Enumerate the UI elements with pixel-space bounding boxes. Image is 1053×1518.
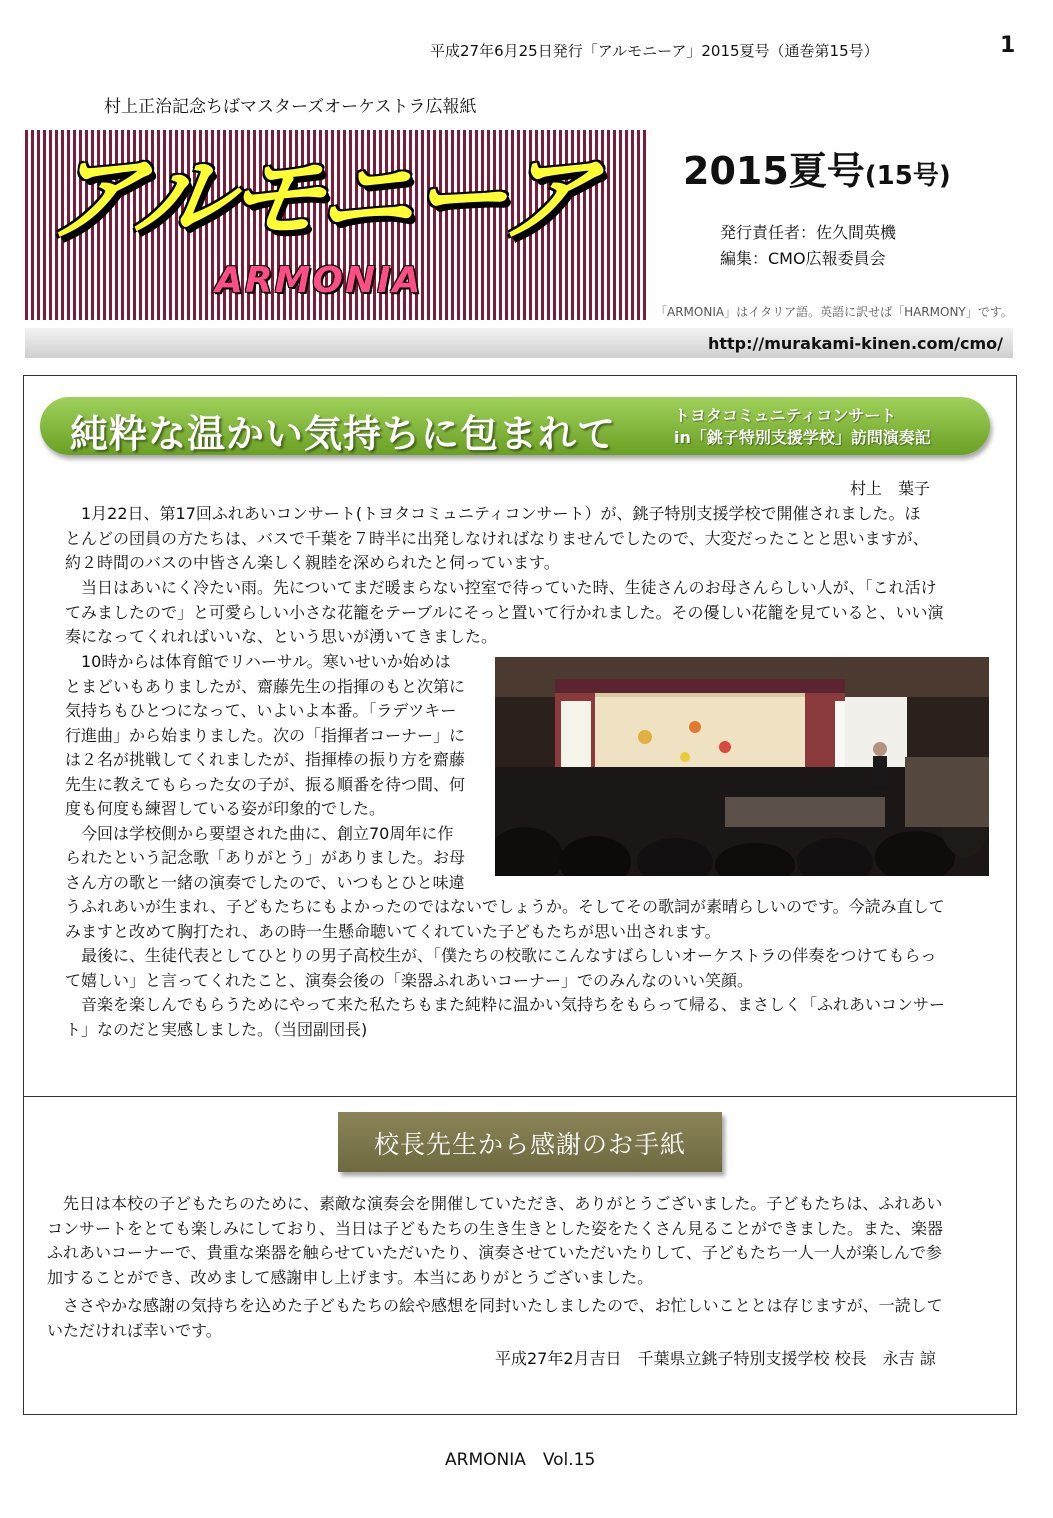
- text-line: 奏になってくれればいいな、という思いが湧いてきました。: [65, 627, 498, 646]
- text-line: とまどいもありましたが、齋藤先生の指揮のもと次第に: [65, 676, 466, 696]
- text-line: 10時からは体育館でリハーサル。寒いせいか始めは: [65, 652, 451, 671]
- publisher: 発行責任者：佐久間英機: [720, 223, 897, 242]
- text-line: ト」なのだと実感しました。（当団副団長): [65, 1019, 368, 1039]
- article-paragraph-4: [65, 895, 945, 1042]
- text-line: て嬉しい」と言ってくれたこと、演奏会後の「楽器ふれあいコーナー」でのみんなのいい笑顔。: [65, 970, 754, 990]
- website-link[interactable]: http://murakami-kinen.com/cmo/: [707, 334, 1003, 353]
- text-line: いただければ幸いです。: [47, 1320, 222, 1340]
- article-subtitle-1: トヨタコミュニティコンサート: [674, 406, 897, 425]
- text-line: られたという記念歌「ありがとう」がありました。お母: [65, 848, 466, 867]
- name-note: 「ARMONIA」はイタリア語。英語に訳せば「HARMONY」です。: [655, 305, 1013, 319]
- text-line: みますと改めて胸打たれ、あの時一生懸命聴いてくれていた子どもたちが思い出されます。: [65, 921, 721, 941]
- article-paragraph-3: [65, 650, 465, 895]
- text-line: 当日はあいにく冷たい雨。先についてまだ暖まらない控室で待っていた時、生徒さんのお母さんらしい人が、「これ活け: [65, 578, 937, 597]
- page-footer: ARMONIA Vol.15: [445, 1450, 596, 1470]
- text-line: 今回は学校側から要望された曲に、創立70周年に作: [65, 823, 454, 843]
- text-line: てみましたので」と可愛らしい小さな花籠をテーブルにそっと置いて行かれました。その優しい花籠を見ていると、いい演: [65, 602, 944, 622]
- letter-paragraph-1: [47, 1192, 943, 1290]
- text-line: コンサートをとても楽しみにしており、当日は子どもたちの生き生きとした姿をたくさん見ることができました。また、楽器: [47, 1218, 944, 1238]
- section-divider: [23, 1096, 1017, 1097]
- text-line: 約２時間のバスの中皆さん楽しく親睦を深められたと伺っています。: [65, 553, 560, 572]
- logo-title: アルモニーア: [39, 142, 599, 254]
- letter-paragraph-2: [47, 1294, 943, 1343]
- issue-number: (15号): [864, 161, 951, 191]
- article-headline-ribbon: [40, 397, 990, 455]
- text-line: 最後に、生徒代表としてひとりの男子高校生が、「僕たちの校歌にこんなすばらしいオーケストラの伴奏をつけてもらっ: [65, 946, 937, 965]
- concert-photo: [495, 657, 989, 876]
- text-line: ふれあいコーナーで、貴重な楽器を触らせていただいたり、演奏させていただいたりして、子どもたち一人一人が楽しんで参: [47, 1243, 942, 1262]
- issue-name: 2015夏号: [683, 149, 865, 193]
- text-line: とんどの団員の方たちは、バスで千葉を７時半に出発しなければなりませんでしたので、大変だったことと思いますが、: [65, 528, 929, 548]
- text-line: 気持ちもひとつになって、いよいよ本番。「ラデツキー: [65, 701, 457, 720]
- article-author: 村上 葉子: [850, 479, 931, 498]
- masthead-banner: [25, 130, 647, 320]
- letter-heading: 校長先生から感謝のお手紙: [373, 1130, 686, 1159]
- text-line: 音楽を楽しんでもらうためにやって来た私たちもまた純粋に温かい気持ちをもらって帰る、まさしく「ふれあいコンサー: [65, 995, 946, 1014]
- concert-photo-illustration: [495, 657, 989, 876]
- editor: 編集：CMO広報委員会: [720, 249, 886, 268]
- article-paragraph-2: [65, 576, 944, 650]
- text-line: 行進曲」から始まりました。次の「指揮者コーナー」に: [65, 725, 466, 745]
- issue-date-line: 平成27年6月25日発行「アルモニーア」2015夏号（通巻第15号）: [430, 42, 879, 60]
- text-line: は２名が挑戦してくれましたが、指揮棒の振り方を齋藤: [65, 750, 466, 769]
- url-bar: [25, 328, 1013, 358]
- text-line: ささやかな感謝の気持ちを込めた子どもたちの絵や感想を同封いたしましたので、お忙しいこととは存じますが、一読して: [47, 1296, 943, 1315]
- text-line: 度も何度も練習している姿が印象的でした。: [65, 799, 386, 818]
- letter-signature: 平成27年2月吉日 千葉県立銚子特別支援学校 校長 永吉 諒: [495, 1349, 936, 1368]
- text-line: 先日は本校の子どもたちのために、素敵な演奏会を開催していただき、ありがとうございました。子どもたちは、ふれあい: [47, 1194, 943, 1213]
- text-line: 先生に教えてもらった女の子が、振る順番を待つ間、何: [65, 774, 466, 794]
- article-headline: 純粋な温かい気持ちに包まれて: [70, 412, 617, 456]
- issue-label: [683, 140, 951, 195]
- text-line: うふれあいが生まれ、子どもたちにもよかったのではないでしょうか。そしてその歌詞が素晴らしいのです。今読み直して: [65, 897, 945, 916]
- text-line: さん方の歌と一緒の演奏でしたので、いつもとひと味違: [65, 872, 465, 892]
- article-paragraph-1: [65, 502, 929, 576]
- text-line: 加することができ、改めまして感謝申し上げます。本当にありがとうございました。: [47, 1267, 654, 1287]
- logo-roman: ARMONIA: [215, 260, 423, 301]
- letter-heading-box: [338, 1112, 722, 1172]
- text-line: 1月22日、第17回ふれあいコンサート(トヨタコミュニティコンサート）が、銚子特別支援学校で開催されました。ほ: [65, 504, 921, 523]
- page-number: 1: [1000, 33, 1016, 58]
- article-subtitle-2: in「銚子特別支援学校」訪問演奏記: [674, 428, 931, 447]
- org-title: 村上正治記念ちばマスターズオーケストラ広報紙: [104, 97, 477, 117]
